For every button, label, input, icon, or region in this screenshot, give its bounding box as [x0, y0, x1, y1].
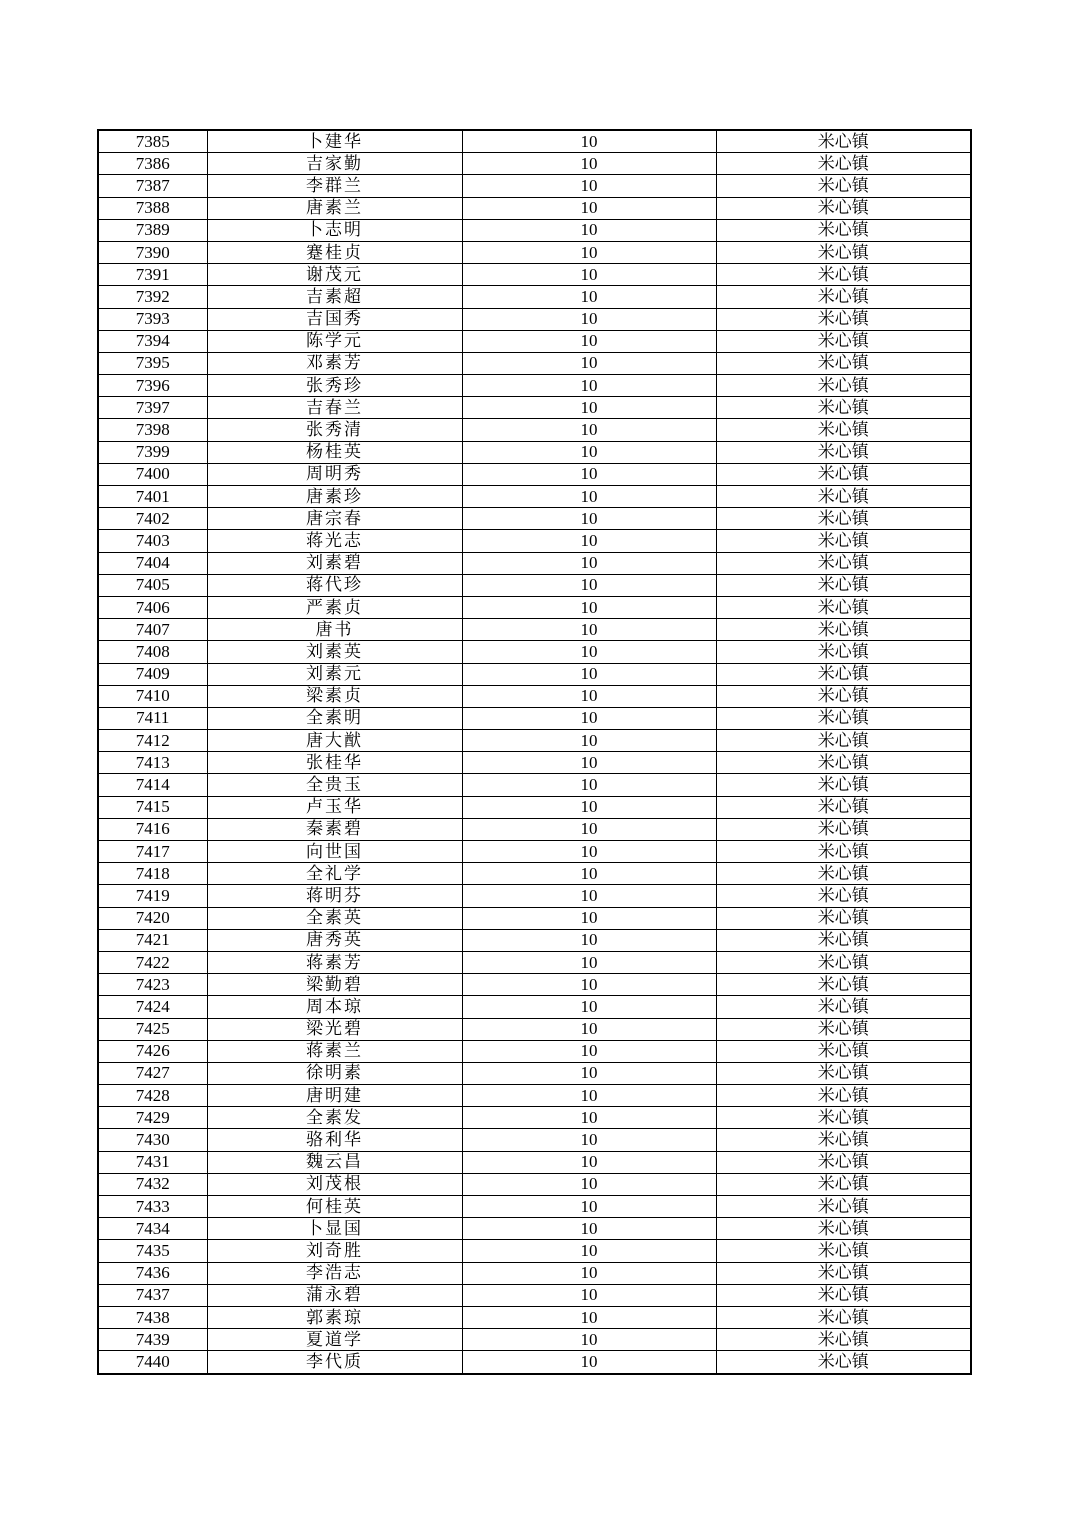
name-cell: 唐书: [207, 619, 462, 641]
town-cell: 米心镇: [716, 552, 971, 574]
amount-cell: 10: [462, 486, 716, 508]
row-number-cell: 7416: [98, 818, 207, 840]
name-cell: 刘茂根: [207, 1173, 462, 1195]
town-cell: 米心镇: [716, 419, 971, 441]
amount-cell: 10: [462, 175, 716, 197]
amount-cell: 10: [462, 974, 716, 996]
table-row: [98, 1129, 971, 1151]
row-number-cell: 7419: [98, 885, 207, 907]
amount-cell: 10: [462, 730, 716, 752]
table-row: [98, 241, 971, 263]
row-number-cell: 7423: [98, 974, 207, 996]
amount-cell: 10: [462, 929, 716, 951]
row-number-cell: 7402: [98, 508, 207, 530]
town-cell: 米心镇: [716, 1173, 971, 1195]
name-cell: 魏云昌: [207, 1151, 462, 1173]
amount-cell: 10: [462, 1107, 716, 1129]
table-row: [98, 574, 971, 596]
table-row: [98, 1085, 971, 1107]
town-cell: 米心镇: [716, 1306, 971, 1328]
town-cell: 米心镇: [716, 1240, 971, 1262]
amount-cell: 10: [462, 663, 716, 685]
name-cell: 邓素芳: [207, 352, 462, 374]
row-number-cell: 7403: [98, 530, 207, 552]
amount-cell: 10: [462, 996, 716, 1018]
town-cell: 米心镇: [716, 619, 971, 641]
table-row: [98, 1262, 971, 1284]
name-cell: 郭素琼: [207, 1306, 462, 1328]
name-cell: 杨桂英: [207, 441, 462, 463]
table-row: [98, 974, 971, 996]
amount-cell: 10: [462, 286, 716, 308]
town-cell: 米心镇: [716, 486, 971, 508]
town-cell: 米心镇: [716, 596, 971, 618]
town-cell: 米心镇: [716, 1151, 971, 1173]
table-row: [98, 1218, 971, 1240]
town-cell: 米心镇: [716, 241, 971, 263]
amount-cell: 10: [462, 707, 716, 729]
table-row: [98, 1062, 971, 1084]
table-row: [98, 1173, 971, 1195]
row-number-cell: 7391: [98, 264, 207, 286]
row-number-cell: 7435: [98, 1240, 207, 1262]
town-cell: 米心镇: [716, 1329, 971, 1351]
row-number-cell: 7425: [98, 1018, 207, 1040]
table-row: [98, 175, 971, 197]
amount-cell: 10: [462, 951, 716, 973]
row-number-cell: 7404: [98, 552, 207, 574]
row-number-cell: 7407: [98, 619, 207, 641]
amount-cell: 10: [462, 752, 716, 774]
name-cell: 唐素兰: [207, 197, 462, 219]
table-row: [98, 818, 971, 840]
table-row: [98, 352, 971, 374]
row-number-cell: 7432: [98, 1173, 207, 1195]
name-cell: 梁光碧: [207, 1018, 462, 1040]
amount-cell: 10: [462, 1218, 716, 1240]
amount-cell: 10: [462, 641, 716, 663]
table-row: [98, 885, 971, 907]
table-row: [98, 1329, 971, 1351]
name-cell: 全礼学: [207, 863, 462, 885]
amount-cell: 10: [462, 375, 716, 397]
row-number-cell: 7394: [98, 330, 207, 352]
table-row: [98, 219, 971, 241]
row-number-cell: 7424: [98, 996, 207, 1018]
row-number-cell: 7392: [98, 286, 207, 308]
town-cell: 米心镇: [716, 974, 971, 996]
table-body: [98, 130, 971, 1374]
row-number-cell: 7422: [98, 951, 207, 973]
table-row: [98, 663, 971, 685]
name-cell: 秦素碧: [207, 818, 462, 840]
town-cell: 米心镇: [716, 375, 971, 397]
table-row: [98, 530, 971, 552]
name-cell: 李浩志: [207, 1262, 462, 1284]
amount-cell: 10: [462, 1351, 716, 1374]
name-cell: 全贵玉: [207, 774, 462, 796]
row-number-cell: 7426: [98, 1040, 207, 1062]
table-row: [98, 596, 971, 618]
town-cell: 米心镇: [716, 1018, 971, 1040]
row-number-cell: 7395: [98, 352, 207, 374]
table-row: [98, 130, 971, 153]
name-cell: 陈学元: [207, 330, 462, 352]
table-row: [98, 463, 971, 485]
amount-cell: 10: [462, 441, 716, 463]
name-cell: 徐明素: [207, 1062, 462, 1084]
name-cell: 向世国: [207, 841, 462, 863]
table-row: [98, 153, 971, 175]
amount-cell: 10: [462, 352, 716, 374]
row-number-cell: 7396: [98, 375, 207, 397]
table-row: [98, 264, 971, 286]
name-cell: 李代质: [207, 1351, 462, 1374]
table-row: [98, 1240, 971, 1262]
name-cell: 卢玉华: [207, 796, 462, 818]
table-row: [98, 330, 971, 352]
name-cell: 蹇桂贞: [207, 241, 462, 263]
amount-cell: 10: [462, 552, 716, 574]
town-cell: 米心镇: [716, 130, 971, 153]
name-cell: 刘素碧: [207, 552, 462, 574]
table-row: [98, 774, 971, 796]
town-cell: 米心镇: [716, 996, 971, 1018]
row-number-cell: 7408: [98, 641, 207, 663]
amount-cell: 10: [462, 1284, 716, 1306]
name-cell: 严素贞: [207, 596, 462, 618]
amount-cell: 10: [462, 841, 716, 863]
town-cell: 米心镇: [716, 752, 971, 774]
town-cell: 米心镇: [716, 441, 971, 463]
table-row: [98, 707, 971, 729]
table-row: [98, 752, 971, 774]
table-row: [98, 552, 971, 574]
name-cell: 夏道学: [207, 1329, 462, 1351]
row-number-cell: 7436: [98, 1262, 207, 1284]
row-number-cell: 7412: [98, 730, 207, 752]
amount-cell: 10: [462, 397, 716, 419]
row-number-cell: 7440: [98, 1351, 207, 1374]
name-cell: 蒋光志: [207, 530, 462, 552]
row-number-cell: 7386: [98, 153, 207, 175]
name-cell: 唐素珍: [207, 486, 462, 508]
name-cell: 梁素贞: [207, 685, 462, 707]
town-cell: 米心镇: [716, 352, 971, 374]
name-cell: 唐宗春: [207, 508, 462, 530]
row-number-cell: 7389: [98, 219, 207, 241]
amount-cell: 10: [462, 219, 716, 241]
town-cell: 米心镇: [716, 685, 971, 707]
table-row: [98, 1151, 971, 1173]
amount-cell: 10: [462, 596, 716, 618]
row-number-cell: 7439: [98, 1329, 207, 1351]
name-cell: 吉家勤: [207, 153, 462, 175]
amount-cell: 10: [462, 1306, 716, 1328]
table-row: [98, 197, 971, 219]
name-cell: 唐明建: [207, 1085, 462, 1107]
table-row: [98, 619, 971, 641]
amount-cell: 10: [462, 264, 716, 286]
name-cell: 吉国秀: [207, 308, 462, 330]
table-row: [98, 441, 971, 463]
row-number-cell: 7434: [98, 1218, 207, 1240]
table-row: [98, 1018, 971, 1040]
town-cell: 米心镇: [716, 197, 971, 219]
amount-cell: 10: [462, 907, 716, 929]
name-cell: 梁勤碧: [207, 974, 462, 996]
amount-cell: 10: [462, 1040, 716, 1062]
town-cell: 米心镇: [716, 308, 971, 330]
name-cell: 谢茂元: [207, 264, 462, 286]
town-cell: 米心镇: [716, 1062, 971, 1084]
name-cell: 蒋素芳: [207, 951, 462, 973]
name-cell: 何桂英: [207, 1196, 462, 1218]
table-row: [98, 1107, 971, 1129]
amount-cell: 10: [462, 130, 716, 153]
name-cell: 张秀清: [207, 419, 462, 441]
name-cell: 卜建华: [207, 130, 462, 153]
table-row: [98, 1351, 971, 1374]
table-row: [98, 641, 971, 663]
amount-cell: 10: [462, 197, 716, 219]
town-cell: 米心镇: [716, 1085, 971, 1107]
row-number-cell: 7415: [98, 796, 207, 818]
town-cell: 米心镇: [716, 397, 971, 419]
amount-cell: 10: [462, 241, 716, 263]
name-cell: 全素发: [207, 1107, 462, 1129]
row-number-cell: 7397: [98, 397, 207, 419]
row-number-cell: 7390: [98, 241, 207, 263]
amount-cell: 10: [462, 1129, 716, 1151]
name-cell: 蒲永碧: [207, 1284, 462, 1306]
name-cell: 唐秀英: [207, 929, 462, 951]
table-row: [98, 951, 971, 973]
row-number-cell: 7430: [98, 1129, 207, 1151]
amount-cell: 10: [462, 1196, 716, 1218]
row-number-cell: 7431: [98, 1151, 207, 1173]
town-cell: 米心镇: [716, 730, 971, 752]
table-row: [98, 486, 971, 508]
row-number-cell: 7438: [98, 1306, 207, 1328]
amount-cell: 10: [462, 818, 716, 840]
town-cell: 米心镇: [716, 175, 971, 197]
name-cell: 刘奇胜: [207, 1240, 462, 1262]
row-number-cell: 7401: [98, 486, 207, 508]
table-row: [98, 1040, 971, 1062]
town-cell: 米心镇: [716, 286, 971, 308]
row-number-cell: 7399: [98, 441, 207, 463]
amount-cell: 10: [462, 1018, 716, 1040]
name-cell: 李群兰: [207, 175, 462, 197]
name-cell: 周明秀: [207, 463, 462, 485]
town-cell: 米心镇: [716, 818, 971, 840]
name-cell: 全素英: [207, 907, 462, 929]
town-cell: 米心镇: [716, 796, 971, 818]
town-cell: 米心镇: [716, 264, 971, 286]
name-cell: 全素明: [207, 707, 462, 729]
table-row: [98, 907, 971, 929]
amount-cell: 10: [462, 685, 716, 707]
name-cell: 吉素超: [207, 286, 462, 308]
table-row: [98, 1306, 971, 1328]
row-number-cell: 7437: [98, 1284, 207, 1306]
town-cell: 米心镇: [716, 574, 971, 596]
amount-cell: 10: [462, 796, 716, 818]
row-number-cell: 7393: [98, 308, 207, 330]
row-number-cell: 7418: [98, 863, 207, 885]
row-number-cell: 7417: [98, 841, 207, 863]
amount-cell: 10: [462, 863, 716, 885]
amount-cell: 10: [462, 1240, 716, 1262]
name-cell: 蒋代珍: [207, 574, 462, 596]
amount-cell: 10: [462, 574, 716, 596]
town-cell: 米心镇: [716, 330, 971, 352]
town-cell: 米心镇: [716, 463, 971, 485]
table-row: [98, 1196, 971, 1218]
row-number-cell: 7411: [98, 707, 207, 729]
data-table: [97, 129, 972, 1375]
table-row: [98, 397, 971, 419]
table-row: [98, 419, 971, 441]
row-number-cell: 7421: [98, 929, 207, 951]
table-row: [98, 841, 971, 863]
table-row: [98, 685, 971, 707]
town-cell: 米心镇: [716, 774, 971, 796]
table-row: [98, 863, 971, 885]
row-number-cell: 7433: [98, 1196, 207, 1218]
town-cell: 米心镇: [716, 951, 971, 973]
town-cell: 米心镇: [716, 929, 971, 951]
name-cell: 张秀珍: [207, 375, 462, 397]
table-row: [98, 308, 971, 330]
row-number-cell: 7400: [98, 463, 207, 485]
amount-cell: 10: [462, 530, 716, 552]
town-cell: 米心镇: [716, 1218, 971, 1240]
row-number-cell: 7385: [98, 130, 207, 153]
town-cell: 米心镇: [716, 663, 971, 685]
town-cell: 米心镇: [716, 508, 971, 530]
table-row: [98, 796, 971, 818]
table-row: [98, 996, 971, 1018]
town-cell: 米心镇: [716, 1196, 971, 1218]
row-number-cell: 7388: [98, 197, 207, 219]
amount-cell: 10: [462, 463, 716, 485]
table-row: [98, 508, 971, 530]
row-number-cell: 7409: [98, 663, 207, 685]
name-cell: 卜显国: [207, 1218, 462, 1240]
town-cell: 米心镇: [716, 219, 971, 241]
table-row: [98, 730, 971, 752]
town-cell: 米心镇: [716, 1351, 971, 1374]
row-number-cell: 7428: [98, 1085, 207, 1107]
table-row: [98, 375, 971, 397]
amount-cell: 10: [462, 1062, 716, 1084]
name-cell: 张桂华: [207, 752, 462, 774]
row-number-cell: 7405: [98, 574, 207, 596]
amount-cell: 10: [462, 1085, 716, 1107]
row-number-cell: 7387: [98, 175, 207, 197]
town-cell: 米心镇: [716, 707, 971, 729]
town-cell: 米心镇: [716, 841, 971, 863]
town-cell: 米心镇: [716, 641, 971, 663]
name-cell: 卜志明: [207, 219, 462, 241]
amount-cell: 10: [462, 1151, 716, 1173]
amount-cell: 10: [462, 1262, 716, 1284]
amount-cell: 10: [462, 619, 716, 641]
row-number-cell: 7398: [98, 419, 207, 441]
name-cell: 唐大猷: [207, 730, 462, 752]
name-cell: 刘素元: [207, 663, 462, 685]
amount-cell: 10: [462, 1173, 716, 1195]
amount-cell: 10: [462, 774, 716, 796]
town-cell: 米心镇: [716, 1040, 971, 1062]
amount-cell: 10: [462, 308, 716, 330]
row-number-cell: 7410: [98, 685, 207, 707]
amount-cell: 10: [462, 1329, 716, 1351]
row-number-cell: 7429: [98, 1107, 207, 1129]
town-cell: 米心镇: [716, 153, 971, 175]
amount-cell: 10: [462, 885, 716, 907]
amount-cell: 10: [462, 508, 716, 530]
name-cell: 周本琼: [207, 996, 462, 1018]
town-cell: 米心镇: [716, 1262, 971, 1284]
town-cell: 米心镇: [716, 530, 971, 552]
row-number-cell: 7413: [98, 752, 207, 774]
town-cell: 米心镇: [716, 1129, 971, 1151]
row-number-cell: 7420: [98, 907, 207, 929]
town-cell: 米心镇: [716, 907, 971, 929]
table-row: [98, 929, 971, 951]
name-cell: 骆利华: [207, 1129, 462, 1151]
town-cell: 米心镇: [716, 863, 971, 885]
name-cell: 吉春兰: [207, 397, 462, 419]
name-cell: 蒋明芬: [207, 885, 462, 907]
table-row: [98, 1284, 971, 1306]
row-number-cell: 7406: [98, 596, 207, 618]
amount-cell: 10: [462, 330, 716, 352]
amount-cell: 10: [462, 153, 716, 175]
table-row: [98, 286, 971, 308]
town-cell: 米心镇: [716, 885, 971, 907]
amount-cell: 10: [462, 419, 716, 441]
row-number-cell: 7427: [98, 1062, 207, 1084]
town-cell: 米心镇: [716, 1284, 971, 1306]
town-cell: 米心镇: [716, 1107, 971, 1129]
name-cell: 刘素英: [207, 641, 462, 663]
row-number-cell: 7414: [98, 774, 207, 796]
name-cell: 蒋素兰: [207, 1040, 462, 1062]
